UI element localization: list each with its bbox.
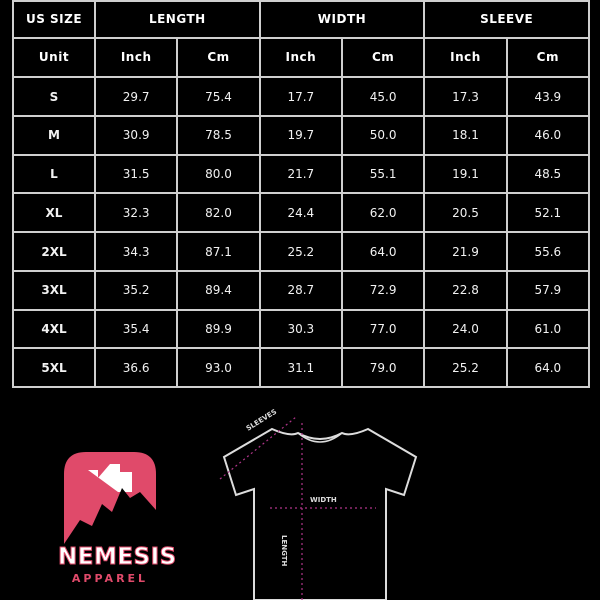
table-cell: 24.0 xyxy=(424,310,506,349)
length-label: LENGTH xyxy=(280,535,288,567)
table-cell: 87.1 xyxy=(177,232,259,271)
table-cell: 75.4 xyxy=(177,77,259,116)
unit-cell: Cm xyxy=(507,38,589,78)
size-label: L xyxy=(13,155,95,194)
table-cell: 79.0 xyxy=(342,348,424,387)
table-row xyxy=(13,310,589,349)
table-cell: 62.0 xyxy=(342,193,424,232)
table-cell: 64.0 xyxy=(507,348,589,387)
table-cell: 17.3 xyxy=(424,77,506,116)
size-label: 2XL xyxy=(13,232,95,271)
unit-cell: Inch xyxy=(260,38,342,78)
sleeve-group-header: SLEEVE xyxy=(424,1,589,38)
table-cell: 52.1 xyxy=(507,193,589,232)
size-label: S xyxy=(13,77,95,116)
table-cell: 64.0 xyxy=(342,232,424,271)
table-cell: 57.9 xyxy=(507,271,589,310)
size-label: 5XL xyxy=(13,348,95,387)
table-cell: 19.1 xyxy=(424,155,506,194)
table-cell: 61.0 xyxy=(507,310,589,349)
tshirt-outline xyxy=(224,429,416,600)
sleeves-label: SLEEVES xyxy=(244,407,279,433)
logo-name: NEMESIS xyxy=(58,544,177,570)
width-group-header: WIDTH xyxy=(260,1,425,38)
size-label: 3XL xyxy=(13,271,95,310)
table-cell: 31.1 xyxy=(260,348,342,387)
table-cell: 35.4 xyxy=(95,310,177,349)
table-row xyxy=(13,271,589,310)
nemesis-logo xyxy=(58,448,177,590)
measure-lines xyxy=(220,417,376,600)
table-cell: 30.9 xyxy=(95,116,177,155)
size-label: M xyxy=(13,116,95,155)
table-row xyxy=(13,232,589,271)
size-column-header: US SIZE xyxy=(13,1,95,38)
table-cell: 55.6 xyxy=(507,232,589,271)
table-cell: 21.9 xyxy=(424,232,506,271)
table-cell: 25.2 xyxy=(424,348,506,387)
unit-cell: Cm xyxy=(177,38,259,78)
table-row xyxy=(13,116,589,155)
table-cell: 28.7 xyxy=(260,271,342,310)
table-cell: 31.5 xyxy=(95,155,177,194)
tshirt-measurement-diagram xyxy=(210,405,430,600)
table-cell: 46.0 xyxy=(507,116,589,155)
width-label: WIDTH xyxy=(310,496,337,504)
table-cell: 89.4 xyxy=(177,271,259,310)
table-cell: 20.5 xyxy=(424,193,506,232)
table-cell: 19.7 xyxy=(260,116,342,155)
table-cell: 36.6 xyxy=(95,348,177,387)
table-cell: 17.7 xyxy=(260,77,342,116)
table-cell: 50.0 xyxy=(342,116,424,155)
unit-row xyxy=(13,38,589,78)
unit-cell: Inch xyxy=(95,38,177,78)
table-cell: 29.7 xyxy=(95,77,177,116)
table-cell: 34.3 xyxy=(95,232,177,271)
unit-cell: Cm xyxy=(342,38,424,78)
table-cell: 82.0 xyxy=(177,193,259,232)
table-cell: 93.0 xyxy=(177,348,259,387)
table-cell: 77.0 xyxy=(342,310,424,349)
table-cell: 78.5 xyxy=(177,116,259,155)
table-header-row xyxy=(13,1,589,38)
table-cell: 48.5 xyxy=(507,155,589,194)
table-row xyxy=(13,155,589,194)
table-cell: 32.3 xyxy=(95,193,177,232)
table-cell: 55.1 xyxy=(342,155,424,194)
table-row xyxy=(13,77,589,116)
logo-subtitle: APPAREL xyxy=(71,572,149,585)
size-label: XL xyxy=(13,193,95,232)
table-cell: 21.7 xyxy=(260,155,342,194)
size-label: 4XL xyxy=(13,310,95,349)
size-chart-table xyxy=(12,0,590,388)
table-row xyxy=(13,348,589,387)
length-group-header: LENGTH xyxy=(95,1,260,38)
table-row xyxy=(13,193,589,232)
table-cell: 22.8 xyxy=(424,271,506,310)
unit-label: Unit xyxy=(13,38,95,78)
table-cell: 30.3 xyxy=(260,310,342,349)
unit-cell: Inch xyxy=(424,38,506,78)
table-cell: 80.0 xyxy=(177,155,259,194)
table-cell: 89.9 xyxy=(177,310,259,349)
table-cell: 43.9 xyxy=(507,77,589,116)
table-cell: 24.4 xyxy=(260,193,342,232)
table-cell: 45.0 xyxy=(342,77,424,116)
table-cell: 25.2 xyxy=(260,232,342,271)
table-cell: 18.1 xyxy=(424,116,506,155)
mountain-logo-icon xyxy=(58,448,162,548)
table-cell: 72.9 xyxy=(342,271,424,310)
table-cell: 35.2 xyxy=(95,271,177,310)
